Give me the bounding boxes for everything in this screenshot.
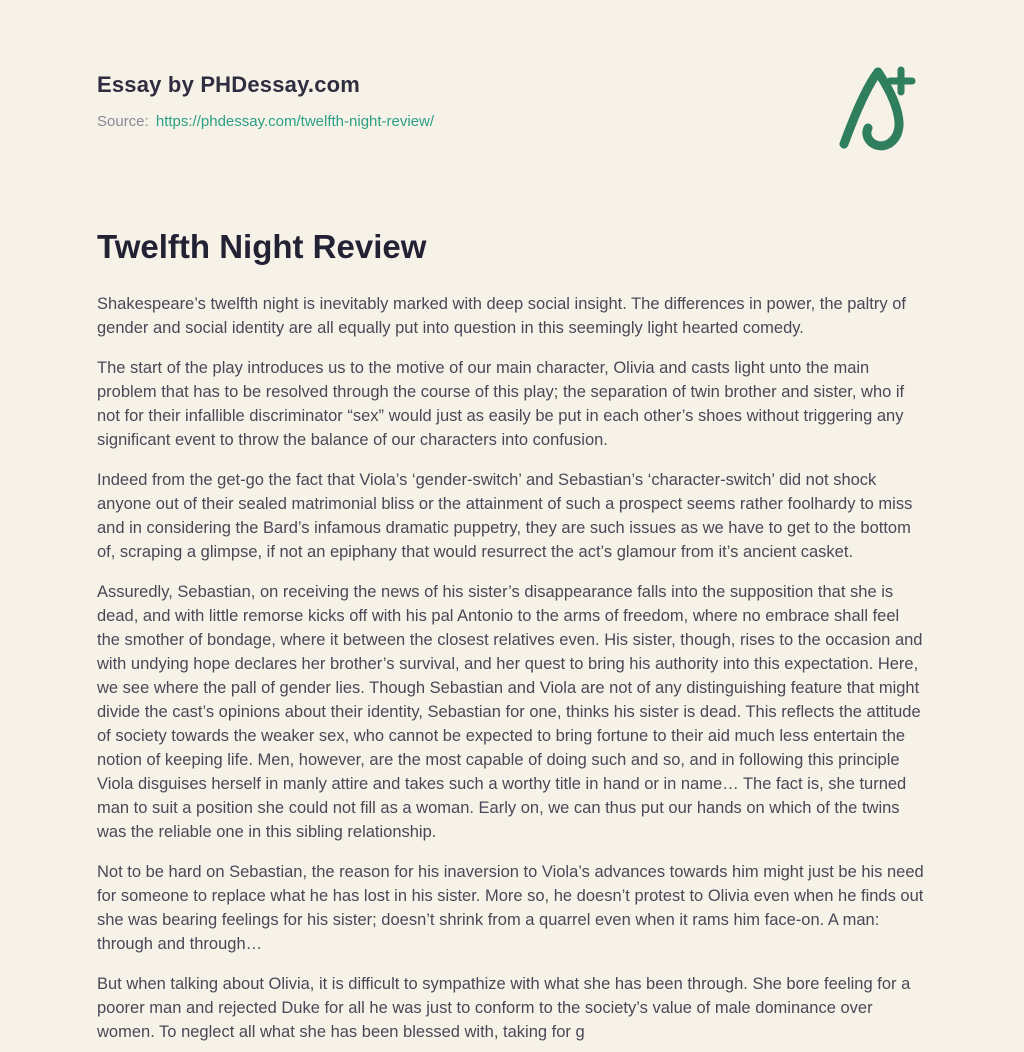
essay-paragraph: The start of the play introduces us to the motive of our main character, Olivia and casts light unto the main problem that has to be resolved through the course of this play; the separation of twin brother and sister, who if not for their infallible discriminator “sex” would just as easily be put in each other’s shoes without triggering any significant event to throw the balance of our characters into confusion. [97,359,905,449]
site-title: Essay by PHDessay.com [97,72,361,97]
essay-paragraph: Shakespeare’s twelfth night is inevitably marked with deep social insight. The differences in power, the paltry of gender and social identity are all equally put into question in this seemingly light hearted comedy. [97,295,906,337]
phdessay-a-plus-logo-icon [837,64,917,154]
header-text-block [97,72,434,130]
essay-title: Twelfth Night Review [97,228,427,265]
source-link[interactable]: https://phdessay.com/twelfth-night-review/ [155,113,435,130]
essay-paragraph: Assuredly, Sebastian, on receiving the news of his sister’s disappearance falls into the supposition that she is dead, and with little remorse kicks off with his pal Antonio to the arms of freedom, where no embrace shall feel the smother of bondage, where it between the closest relatives even. His sister, though, rises to the occasion and with undying hope declares her brother’s survival, and her quest to bring his authority into this expectation. Here, we see where the pall of gender lies. Though Sebastian and Viola are not of any distinguishing feature that might divide the cast’s opinions about their identity, Sebastian for one, thinks his sister is dead. This reflects the attitude of society towards the weaker sex, who cannot be expected to bring fortune to their aid much less entertain the notion of keeping life. Men, however, are the most capable of doing such and so, and in following this principle Viola disguises herself in manly attire and takes such a worthy title in hand or in name… The fact is, she turned man to suit a position she could not fill as a woman. Early on, we can thus put our hands on which of the twins was the reliable one in this sibling relationship. [97,583,923,841]
source-label: Source: [97,113,149,130]
essay-paragraph: Indeed from the get-go the fact that Viola’s ‘gender-switch’ and Sebastian’s ‘character-switch’ did not shock anyone out of their sealed matrimonial bliss or the attainment of such a prospect seems rather foolhardy to miss and in considering the Bard’s infamous dramatic puppetry, they are such issues as we have to get to the bottom of, scraping a glimpse, if not an epiphany that would resurrect the act’s glamour from it’s ancient casket. [97,471,913,561]
essay-paragraph: Not to be hard on Sebastian, the reason for his inaversion to Viola’s advances towards him might just be his need for someone to replace what he has lost in his sister. More so, he doesn’t protest to Olivia even when he finds out she was bearing feelings for his sister; doesn’t shrink from a quarrel even when it rams him face-on. A man: through and through… [97,863,924,953]
essay-paragraph: But when talking about Olivia, it is difficult to sympathize with what she has been through. She bore feeling for a poorer man and rejected Duke for all he was just to conform to the society’s value of male dominance over women. To neglect all what she has been blessed with, taking for g [97,975,911,1041]
page-header [97,72,925,154]
source-line [97,113,434,130]
